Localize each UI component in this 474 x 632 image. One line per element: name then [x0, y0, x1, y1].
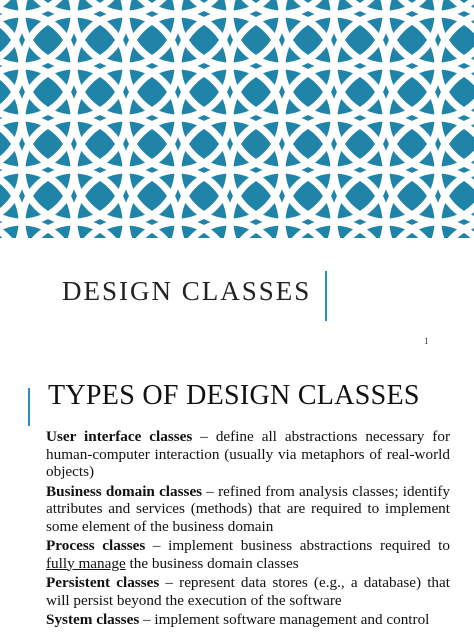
list-item [46, 611, 450, 629]
item-text-after: the business domain classes [125, 554, 299, 572]
title-accent-rule [325, 271, 327, 321]
decorative-circle-pattern [0, 0, 474, 238]
item-term: Process classes [46, 537, 146, 554]
list-item [46, 428, 450, 481]
slide-title: DESIGN CLASSES [62, 276, 312, 306]
item-term: Persistent classes [46, 574, 160, 591]
design-class-list [46, 428, 450, 631]
section-heading: TYPES OF DESIGN CLASSES [48, 380, 420, 411]
list-item [46, 574, 450, 609]
item-text: – represent data stores (e.g., a database) that will persist beyond the execution of the software [46, 574, 450, 609]
item-term: Business domain classes [46, 482, 203, 500]
item-text: – refined from analysis classes; identify attributes and services (methods) that are required to implement some element of the business domain [46, 482, 450, 535]
item-term: User interface classes [46, 428, 193, 445]
item-term: System classes [46, 611, 140, 628]
item-text: – define all abstractions necessary for human-computer interaction (usually via metaphors of real-world objects) [46, 428, 451, 480]
heading-accent-rule [28, 388, 30, 426]
item-text: – implement business abstractions required to [145, 537, 450, 554]
list-item [46, 537, 450, 572]
list-item [46, 483, 450, 536]
item-text: – implement software management and control [139, 611, 430, 628]
item-underlined-text: fully manage [46, 554, 126, 572]
slide-number: 1 [424, 336, 429, 346]
